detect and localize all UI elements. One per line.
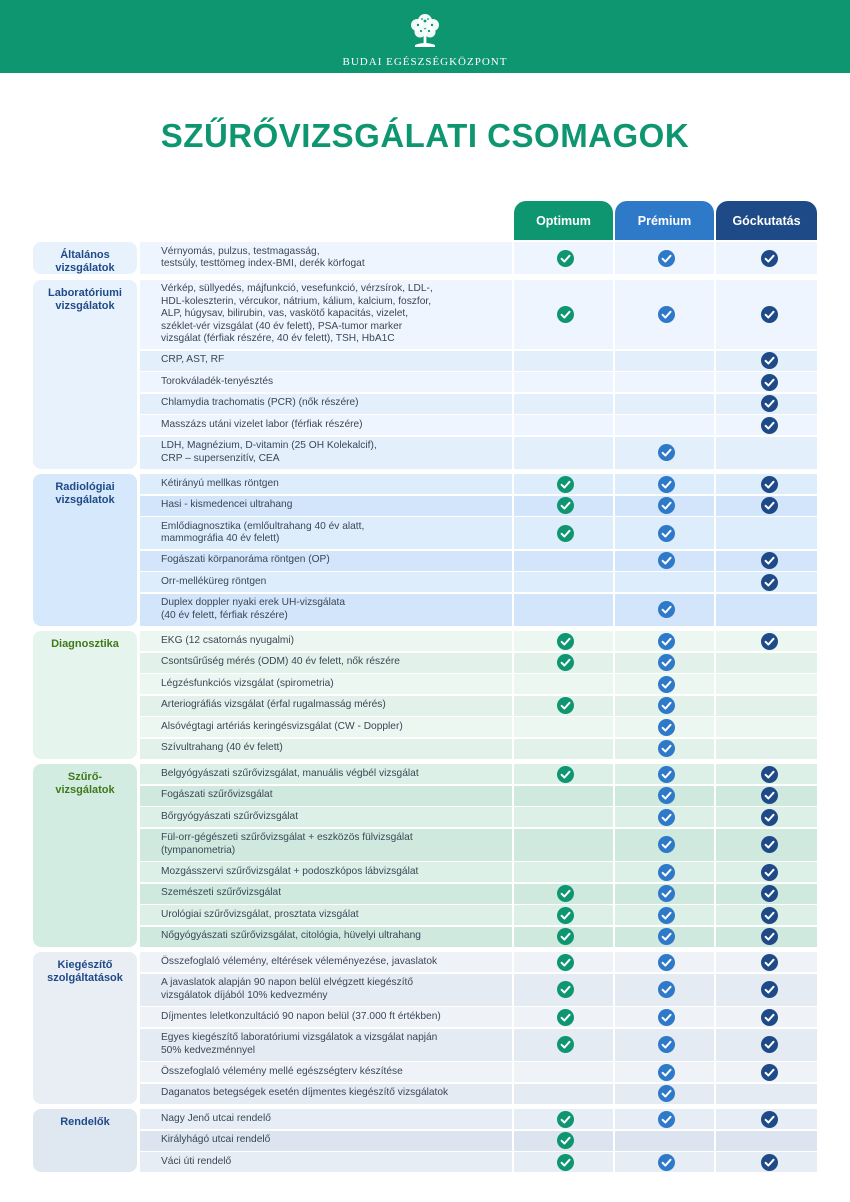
- description-line: ALP, húgysav, bilirubin, vas, vaskötő kapacitás, vizelet,: [161, 308, 409, 319]
- check-cell: [514, 807, 613, 827]
- check-icon: [761, 306, 778, 323]
- description-line: LDH, Magnézium, D-vitamin (25 OH Kolekalcif),: [161, 440, 377, 451]
- category-label-line: Általános: [60, 249, 110, 261]
- description-line: Fogászati körpanoráma röntgen (OP): [161, 554, 330, 566]
- check-cell: [716, 1084, 817, 1104]
- check-icon: [658, 787, 675, 804]
- row-description: [161, 280, 501, 350]
- category-label: [33, 959, 137, 985]
- check-icon: [761, 787, 778, 804]
- category-label-line: Szűrő-: [67, 771, 103, 783]
- description-line: Összefoglaló vélemény mellé egészségterv készítése: [161, 1065, 403, 1077]
- description-line: mammográfia 40 év felett): [161, 533, 280, 544]
- check-icon: [761, 417, 778, 434]
- check-cell: [514, 717, 613, 737]
- check-icon: [557, 954, 574, 971]
- row-description: [161, 974, 501, 1006]
- check-icon: [761, 352, 778, 369]
- description-line: (tympanometria): [161, 844, 236, 856]
- description-line: Szemészeti szűrővizsgálat: [161, 887, 282, 899]
- check-icon: [761, 981, 778, 998]
- category-label-line: Radiológiai: [55, 481, 115, 493]
- check-icon: [658, 1085, 675, 1102]
- column-header-gockutatas: Góckutatás: [716, 201, 817, 240]
- check-cell: [514, 862, 613, 882]
- header-bar: [0, 0, 850, 73]
- brand-name: BUDAI EGÉSZSÉGKÖZPONT: [342, 56, 508, 68]
- description-line: Nőgyógyászati szűrővizsgálat, citológia, hüvelyi ultrahang: [161, 930, 421, 942]
- check-icon: [658, 476, 675, 493]
- description-line: Összefoglaló vélemény, eltérések véleményezése, javaslatok: [161, 955, 438, 967]
- check-cell: [716, 717, 817, 737]
- check-cell: [615, 572, 714, 592]
- check-icon: [557, 306, 574, 323]
- category-label-line: vizsgálatok: [55, 262, 115, 274]
- check-cell: [615, 415, 714, 435]
- check-cell: [716, 437, 817, 469]
- check-icon: [658, 864, 675, 881]
- description-line: Daganatos betegségek esetén díjmentes kiegészítő vizsgálatok: [161, 1087, 449, 1099]
- check-cell: [716, 594, 817, 626]
- category-label: [33, 1116, 137, 1129]
- row-description: [161, 952, 501, 972]
- check-icon: [658, 981, 675, 998]
- check-icon: [557, 766, 574, 783]
- check-cell: [514, 572, 613, 592]
- check-icon: [761, 1111, 778, 1128]
- row-description: [161, 1084, 501, 1104]
- description-line: vizsgálatok díjából 10% kedvezmény: [161, 989, 328, 1001]
- category-label-line: vizsgálatok: [55, 299, 115, 312]
- check-icon: [761, 374, 778, 391]
- check-cell: [514, 829, 613, 861]
- check-icon: [557, 1132, 574, 1149]
- description-line: Kétirányú mellkas röntgen: [161, 477, 279, 489]
- check-icon: [658, 601, 675, 618]
- category-label: [33, 481, 137, 507]
- check-cell: [514, 372, 613, 392]
- check-cell: [615, 372, 714, 392]
- check-icon: [557, 1036, 574, 1053]
- description-line: Belgyógyászati szűrővizsgálat, manuális végbél vizsgálat: [161, 767, 419, 779]
- check-icon: [557, 476, 574, 493]
- check-icon: [557, 1009, 574, 1026]
- row-description: [161, 242, 501, 274]
- check-cell: [716, 517, 817, 549]
- row-description: [161, 786, 501, 806]
- row-description: [161, 437, 501, 469]
- check-icon: [557, 250, 574, 267]
- check-icon: [761, 633, 778, 650]
- check-icon: [557, 633, 574, 650]
- row-description: [161, 829, 501, 861]
- check-cell: [514, 739, 613, 759]
- row-description: [161, 884, 501, 904]
- row-description: [161, 927, 501, 947]
- description-line: Orr-melléküreg röntgen: [161, 575, 267, 587]
- check-icon: [761, 476, 778, 493]
- check-icon: [658, 633, 675, 650]
- check-cell: [514, 594, 613, 626]
- description-line: Vérnyomás, pulzus, testmagasság,: [161, 245, 320, 257]
- check-icon: [761, 1036, 778, 1053]
- description-line: Egyes kiegészítő laboratóriumi vizsgálatok a vizsgálat napján: [161, 1032, 438, 1043]
- row-description: [161, 474, 501, 494]
- check-icon: [761, 809, 778, 826]
- check-icon: [557, 885, 574, 902]
- check-icon: [761, 497, 778, 514]
- row-description: [161, 517, 501, 549]
- category-label-line: Kiegészítő: [57, 959, 113, 971]
- description-line: széklet-vér vizsgálat (40 év felett), PSA-tumor marker: [161, 320, 403, 332]
- check-icon: [658, 1111, 675, 1128]
- description-line: Váci úti rendelő: [161, 1155, 232, 1167]
- check-cell: [615, 394, 714, 414]
- check-icon: [761, 836, 778, 853]
- check-cell: [716, 1131, 817, 1151]
- row-description: [161, 351, 501, 371]
- check-icon: [557, 907, 574, 924]
- check-icon: [658, 1064, 675, 1081]
- category-label-line: vizsgálatok: [55, 784, 115, 796]
- check-icon: [658, 250, 675, 267]
- check-cell: [514, 437, 613, 469]
- check-icon: [658, 1154, 675, 1171]
- check-cell: [514, 551, 613, 571]
- check-icon: [557, 1154, 574, 1171]
- tree-icon: [405, 10, 445, 50]
- description-line: vizsgálat (férfiak részére, 40 év felett), TSH, HbA1C: [161, 333, 395, 344]
- check-icon: [761, 954, 778, 971]
- check-icon: [761, 885, 778, 902]
- description-line: Arteriográfiás vizsgálat (érfal rugalmasság mérés): [161, 699, 386, 711]
- check-icon: [761, 250, 778, 267]
- description-line: Csontsűrűség mérés (ODM) 40 év felett, nők részére: [161, 656, 400, 668]
- check-icon: [658, 497, 675, 514]
- row-description: [161, 696, 501, 716]
- description-line: Masszázs utáni vizelet labor (férfiak részére): [161, 418, 363, 430]
- check-icon: [658, 928, 675, 945]
- row-description: [161, 415, 501, 435]
- row-description: [161, 1007, 501, 1027]
- description-line: Torokváladék-tenyésztés: [161, 375, 274, 387]
- check-icon: [761, 907, 778, 924]
- check-icon: [761, 1154, 778, 1171]
- row-description: [161, 905, 501, 925]
- description-line: Mozgásszervi szűrővizsgálat + podoszkópos lábvizsgálat: [161, 865, 419, 877]
- row-description: [161, 717, 501, 737]
- description-line: Díjmentes leletkonzultáció 90 napon belül (37.000 ft értékben): [161, 1010, 441, 1022]
- check-cell: [716, 739, 817, 759]
- check-icon: [658, 552, 675, 569]
- check-icon: [658, 907, 675, 924]
- row-description: [161, 1062, 501, 1082]
- description-line: (40 év felett, férfiak részére): [161, 609, 288, 621]
- row-description: [161, 496, 501, 516]
- category-label: [33, 287, 137, 313]
- row-description: [161, 764, 501, 784]
- description-line: 50% kedvezménnyel: [161, 1044, 256, 1056]
- row-description: [161, 807, 501, 827]
- category-label: [33, 771, 137, 797]
- check-icon: [658, 697, 675, 714]
- check-cell: [514, 415, 613, 435]
- check-icon: [658, 836, 675, 853]
- check-icon: [557, 1111, 574, 1128]
- check-cell: [514, 394, 613, 414]
- check-cell: [514, 351, 613, 371]
- check-icon: [658, 444, 675, 461]
- check-icon: [557, 654, 574, 671]
- row-description: [161, 394, 501, 414]
- check-cell: [615, 1131, 714, 1151]
- check-icon: [658, 654, 675, 671]
- row-description: [161, 1131, 501, 1151]
- check-icon: [658, 740, 675, 757]
- row-description: [161, 1152, 501, 1172]
- category-label: [33, 638, 137, 651]
- description-line: CRP – supersenzitív, CEA: [161, 452, 280, 464]
- description-line: Szívultrahang (40 év felett): [161, 742, 283, 754]
- description-line: A javaslatok alapján 90 napon belül elvégzett kiegészítő: [161, 977, 414, 988]
- column-header-optimum: Optimum: [514, 201, 613, 240]
- row-description: [161, 631, 501, 651]
- row-description: [161, 739, 501, 759]
- description-line: HDL-koleszterin, vércukor, nátrium, kálium, kalcium, foszfor,: [161, 295, 432, 307]
- category-label-line: Rendelők: [60, 1116, 110, 1128]
- row-description: [161, 594, 501, 626]
- description-line: testsúly, testtömeg index-BMI, derék körfogat: [161, 258, 365, 269]
- check-icon: [761, 766, 778, 783]
- row-description: [161, 1109, 501, 1129]
- check-cell: [514, 1084, 613, 1104]
- check-icon: [658, 1009, 675, 1026]
- description-line: Fogászati szűrővizsgálat: [161, 789, 273, 801]
- check-icon: [761, 552, 778, 569]
- category-label-line: vizsgálatok: [55, 494, 115, 506]
- category-label-line: szolgáltatások: [47, 972, 123, 984]
- check-icon: [658, 719, 675, 736]
- description-line: Királyhágó utcai rendelő: [161, 1134, 271, 1146]
- check-cell: [716, 653, 817, 673]
- description-line: Alsóvégtagi artériás keringésvizsgálat (CW - Doppler): [161, 720, 403, 732]
- category-label: [33, 249, 137, 275]
- check-icon: [658, 885, 675, 902]
- description-line: Chlamydia trachomatis (PCR) (nők részére): [161, 397, 359, 409]
- check-icon: [658, 676, 675, 693]
- check-icon: [761, 928, 778, 945]
- row-description: [161, 653, 501, 673]
- check-icon: [761, 574, 778, 591]
- row-description: [161, 1029, 501, 1061]
- check-cell: [716, 674, 817, 694]
- column-header-premium: Prémium: [615, 201, 714, 240]
- description-line: Légzésfunkciós vizsgálat (spirometria): [161, 677, 334, 689]
- row-description: [161, 372, 501, 392]
- description-line: EKG (12 csatornás nyugalmi): [161, 634, 295, 646]
- check-icon: [761, 864, 778, 881]
- category-label-line: Laboratóriumi: [48, 286, 122, 299]
- row-description: [161, 674, 501, 694]
- row-description: [161, 572, 501, 592]
- check-icon: [557, 928, 574, 945]
- page-title: SZŰRŐVIZSGÁLATI CSOMAGOK: [160, 117, 690, 154]
- check-icon: [557, 697, 574, 714]
- check-cell: [615, 351, 714, 371]
- check-icon: [761, 1064, 778, 1081]
- description-line: Nagy Jenő utcai rendelő: [161, 1112, 271, 1124]
- check-cell: [514, 786, 613, 806]
- check-cell: [514, 1062, 613, 1082]
- check-icon: [658, 809, 675, 826]
- check-cell: [514, 674, 613, 694]
- check-icon: [557, 497, 574, 514]
- description-line: Bőrgyógyászati szűrővizsgálat: [161, 810, 299, 822]
- description-line: Fül-orr-gégészeti szűrővizsgálat + eszközös fülvizsgálat: [161, 832, 413, 843]
- description-line: Urológiai szűrővizsgálat, prosztata vizsgálat: [161, 908, 359, 920]
- description-line: Emlődiagnosztika (emlőultrahang 40 év alatt,: [161, 520, 365, 532]
- description-line: Vérkép, süllyedés, májfunkció, vesefunkció, vérzsírok, LDL-,: [161, 283, 433, 294]
- description-line: Duplex doppler nyaki erek UH-vizsgálata: [161, 597, 346, 608]
- check-icon: [658, 766, 675, 783]
- check-icon: [658, 954, 675, 971]
- check-icon: [557, 525, 574, 542]
- row-description: [161, 551, 501, 571]
- check-icon: [761, 395, 778, 412]
- category-label-line: Diagnosztika: [51, 638, 119, 650]
- description-line: Hasi - kismedencei ultrahang: [161, 499, 293, 511]
- row-description: [161, 862, 501, 882]
- check-icon: [557, 981, 574, 998]
- check-icon: [658, 1036, 675, 1053]
- check-cell: [716, 696, 817, 716]
- check-icon: [658, 525, 675, 542]
- check-icon: [761, 1009, 778, 1026]
- description-line: CRP, AST, RF: [161, 354, 225, 366]
- check-icon: [658, 306, 675, 323]
